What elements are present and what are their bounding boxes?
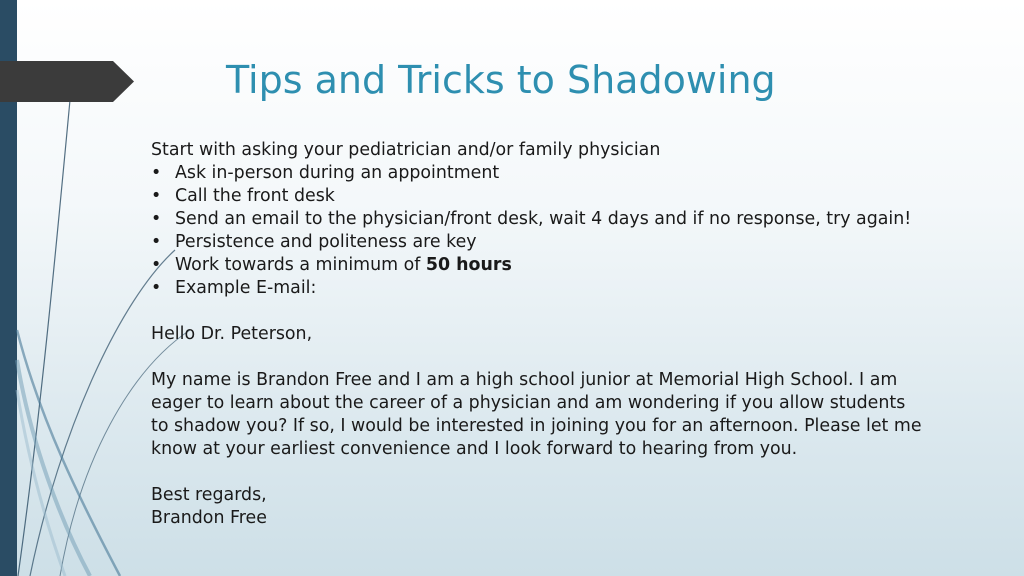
bullet-glyph: •	[151, 163, 162, 183]
bullet-item	[151, 162, 1001, 185]
bullet-text: Send an email to the physician/front desk, wait 4 days and if no response, try again!	[175, 209, 912, 229]
bullet-item-hours	[151, 254, 1001, 277]
bullet-glyph: •	[151, 278, 162, 298]
bullet-text: Call the front desk	[175, 186, 335, 206]
email-body-line: to shadow you? If so, I would be interested in joining you for an afternoon. Please let me	[151, 416, 922, 436]
bullet-text: Ask in-person during an appointment	[175, 163, 500, 183]
bullet-item	[151, 277, 1001, 300]
email-signature: Brandon Free	[151, 508, 267, 528]
bullet-glyph: •	[151, 186, 162, 206]
bullet-glyph: •	[151, 209, 162, 229]
bullet-item	[151, 185, 1001, 208]
email-greeting: Hello Dr. Peterson,	[151, 324, 313, 344]
bullet-item	[151, 231, 1001, 254]
bullet-glyph: •	[151, 255, 162, 275]
title-tab-arrow	[0, 61, 134, 102]
email-body-line: My name is Brandon Free and I am a high school junior at Memorial High School. I am	[151, 370, 898, 390]
spacer	[151, 346, 1001, 369]
spacer	[151, 461, 1001, 484]
bullet-hours-prefix: Work towards a minimum of	[175, 255, 426, 275]
email-closing: Best regards,	[151, 485, 267, 505]
email-body-line: eager to learn about the career of a physician and am wondering if you allow students	[151, 393, 906, 413]
slide-body	[151, 139, 1001, 530]
bullet-hours-emphasis: 50 hours	[425, 255, 512, 275]
bullet-glyph: •	[151, 232, 162, 252]
bullet-text: Example E-mail:	[175, 278, 317, 298]
bullet-text: Persistence and politeness are key	[175, 232, 477, 252]
email-body-line: know at your earliest convenience and I look forward to hearing from you.	[151, 439, 798, 459]
bullet-item	[151, 208, 1001, 231]
slide-title: Tips and Tricks to Shadowing	[226, 58, 776, 102]
spacer	[151, 300, 1001, 323]
intro-text: Start with asking your pediatrician and/or family physician	[151, 140, 661, 160]
